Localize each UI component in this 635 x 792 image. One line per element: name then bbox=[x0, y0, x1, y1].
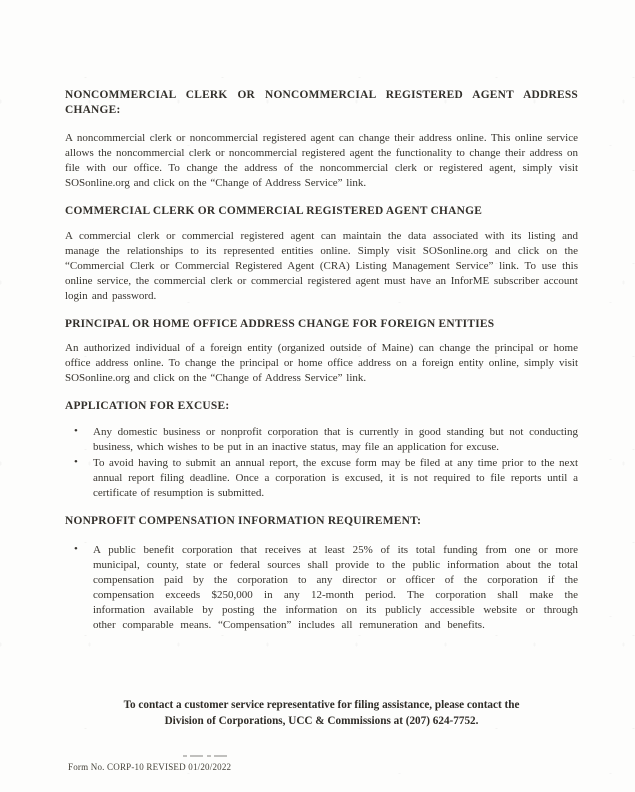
bullet-icon: • bbox=[74, 425, 78, 437]
section-application-for-excuse bbox=[65, 399, 578, 501]
section-paragraph: An authorized individual of a foreign entity (organized outside of Maine) can change the principal or home office address online. To change the principal or home office address on a foreign entity online, simply visit SOSonline.org and click on the “Change of Address Service” link. bbox=[65, 342, 578, 384]
contact-footer-line1: To contact a customer service representative for filing assistance, please contact the bbox=[123, 699, 520, 711]
section-heading: PRINCIPAL OR HOME OFFICE ADDRESS CHANGE FOR FOREIGN ENTITIES bbox=[65, 318, 495, 330]
section-heading: APPLICATION FOR EXCUSE: bbox=[65, 400, 230, 412]
section-commercial-clerk-change bbox=[65, 204, 578, 304]
bullet-list bbox=[65, 543, 578, 633]
section-nonprofit-compensation-requirement bbox=[65, 514, 578, 633]
section-heading: COMMERCIAL CLERK OR COMMERCIAL REGISTERED AGENT CHANGE bbox=[65, 205, 483, 217]
list-item bbox=[72, 543, 578, 633]
list-item-text: Any domestic business or nonprofit corporation that is currently in good standing but not conducting business, which wishes to be put in an inactive status, may file an application for excuse. bbox=[93, 426, 578, 453]
list-item bbox=[72, 425, 578, 455]
section-paragraph: A noncommercial clerk or noncommercial registered agent can change their address online. This online service allows the noncommercial clerk or noncommercial registered agent the functionality to change their address on file with our office. To change the address of the noncommercial clerk or registered agent, simply visit SOSonline.org and click on the “Change of Address Service” link. bbox=[65, 132, 578, 189]
section-noncommercial-clerk-address-change bbox=[65, 88, 578, 191]
section-principal-office-address-change bbox=[65, 317, 578, 386]
contact-footer-line2: Division of Corporations, UCC & Commissions at (207) 624-7752. bbox=[164, 715, 479, 727]
contact-footer bbox=[65, 697, 578, 729]
list-item-text: To avoid having to submit an annual report, the excuse form may be filed at any time prior to the next annual report filing deadline. Once a corporation is excused, it is not required to file reports until a certificate of resumption is submitted. bbox=[93, 457, 578, 499]
list-item bbox=[72, 456, 578, 501]
bullet-icon: • bbox=[74, 456, 78, 468]
section-heading: NONCOMMERCIAL CLERK OR NONCOMMERCIAL REGISTERED AGENT ADDRESS CHANGE: bbox=[65, 89, 578, 116]
list-item-text: A public benefit corporation that receives at least 25% of its total funding from one or more municipal, county, state or federal sources shall provide to the public information about the total compensation paid by the corporation to any director or officer of the corporation if the compensation exceeds $250,000 in any 12-month period. The corporation shall make the information available by posting the information on its publicly accessible website or through other comparable means. “Compensation” includes all remuneration and benefits. bbox=[93, 544, 578, 631]
bullet-icon: • bbox=[74, 543, 78, 555]
section-heading: NONPROFIT COMPENSATION INFORMATION REQUIREMENT: bbox=[65, 515, 422, 527]
section-paragraph: A commercial clerk or commercial registered agent can maintain the data associated with its listing and manage the relationships to its represented entities online. Simply visit SOSonline.org and click on the “Commercial Clerk or Commercial Registered Agent (CRA) Listing Management Service” link. To use this online service, the commercial clerk or commercial registered agent must have an InforME subscriber account login and password. bbox=[65, 230, 578, 302]
scan-artifact-mark bbox=[183, 755, 231, 757]
form-number: Form No. CORP-10 REVISED 01/20/2022 bbox=[68, 762, 232, 772]
bullet-list bbox=[65, 425, 578, 501]
